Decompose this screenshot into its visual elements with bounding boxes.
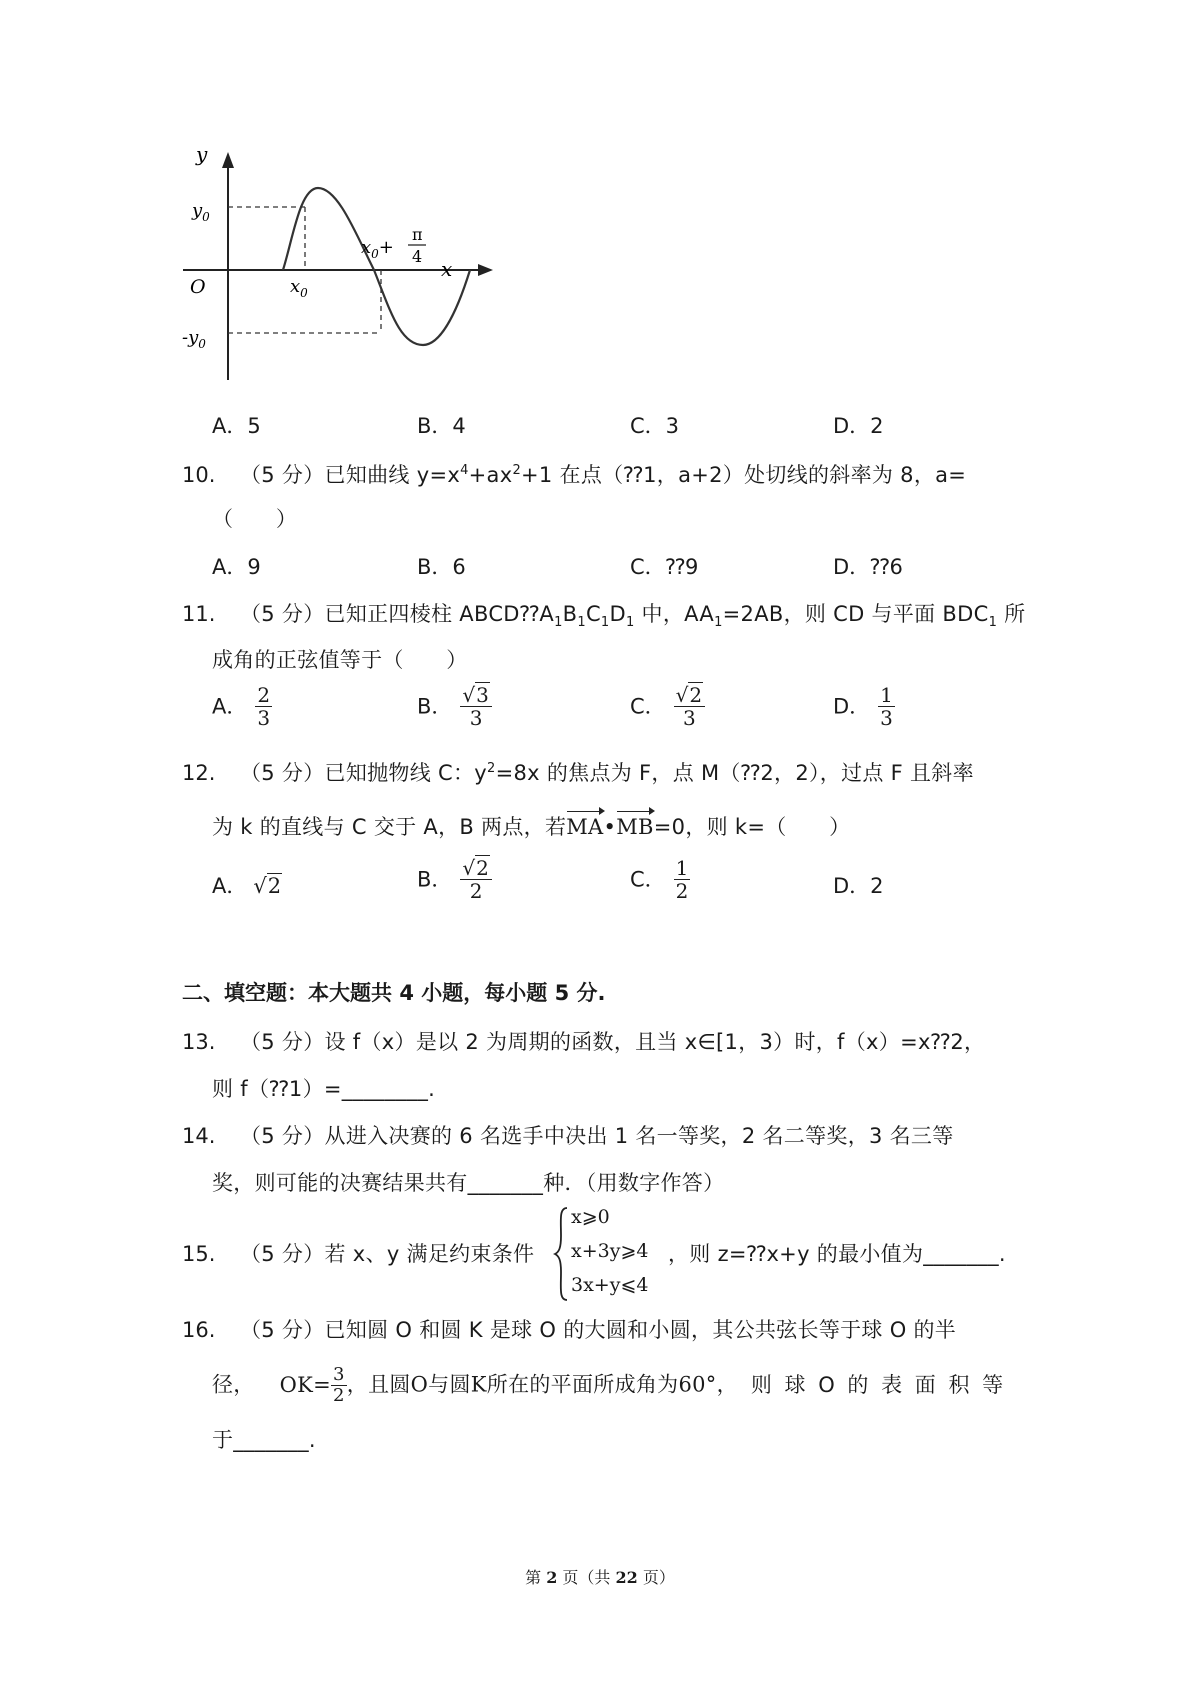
- q16-line2: 径， OK= $\frac{3}{2}$ ，且圆O与圆K所在的平面所成角为60°， 则 球 O 的 表 面 积 等: [212, 1364, 1007, 1406]
- q16-number: 16.: [182, 1318, 216, 1342]
- q16-line1: （5 分）已知圆 O 和圆 K 是球 O 的大圆和小圆，其公共弦长等于球 O 的半: [240, 1318, 957, 1342]
- q10-number: 10.: [182, 463, 216, 487]
- q10-line1: （5 分）已知曲线 $y=x^4+ax^2+1$ 在点（⁇1，a+2）处切线的斜率为 8，a=: [240, 463, 967, 487]
- q11-option-d: D． $\frac{1}{3}$: [833, 683, 893, 730]
- q12-option-a: A． √2: [212, 874, 282, 898]
- page-footer: 第 2 页（共 22 页）: [525, 1568, 675, 1587]
- q10-option-b: B．6: [417, 555, 466, 579]
- vector-ma: MA: [566, 815, 604, 839]
- y-axis-arrow-icon: [222, 152, 234, 168]
- q15-suffix: ，则 z=⁇x+y 的最小值为_______.: [668, 1242, 1006, 1266]
- q9-option-c: C．3: [630, 414, 680, 438]
- q10-option-d: D．⁇6: [833, 555, 903, 579]
- x-axis-label: x: [441, 257, 453, 281]
- y-axis-label: y: [196, 150, 208, 166]
- q9-option-a: A．5: [212, 414, 261, 438]
- pi-denominator: 4: [412, 247, 423, 266]
- x-axis-arrow-icon: [478, 264, 493, 276]
- q10-option-c: C．⁇9: [630, 555, 699, 579]
- q11-number: 11.: [182, 602, 216, 626]
- q10-line2: （ ）: [212, 507, 298, 531]
- q12-option-c: C． $\frac{1}{2}$: [630, 856, 689, 903]
- neg-y0-label: $-y_0$: [182, 327, 206, 351]
- q11-option-b: B． $\frac{√3}{3}$: [417, 684, 492, 729]
- q11-option-c: C． $\frac{√2}{3}$: [630, 684, 705, 729]
- sine-graph: [178, 150, 498, 390]
- q11-line2: 成角的正弦值等于（ ）: [212, 648, 468, 672]
- q12-line2: 为 k 的直线与 C 交于 A，B 两点，若MA•MB=0，则 k=（ ）: [212, 815, 851, 839]
- y0-label: $y_0$: [192, 200, 210, 224]
- q10-option-a: A．9: [212, 555, 261, 579]
- x0-label: $x_0$: [290, 276, 308, 300]
- origin-label: O: [190, 276, 206, 298]
- q16-line3: 于_______.: [212, 1428, 316, 1452]
- q11-option-a: A． $\frac{2}{3}$: [212, 683, 271, 730]
- q12-number: 12.: [182, 761, 216, 785]
- vector-mb: MB: [616, 815, 654, 839]
- q14-line2: 奖，则可能的决赛结果共有_______种．（用数字作答）: [212, 1171, 725, 1195]
- constraint-2: x+3y⩾4: [571, 1240, 649, 1262]
- q15-prefix: （5 分）若 x、y 满足约束条件: [240, 1242, 535, 1266]
- q12-option-d: D．2: [833, 874, 884, 898]
- q9-option-d: D．2: [833, 414, 884, 438]
- q12-line1: （5 分）已知抛物线 C：$y^2=8x$ 的焦点为 F，点 M（⁇2，2），过点 F 且斜率: [240, 761, 974, 785]
- constraint-1: x⩾0: [571, 1206, 610, 1228]
- q14-number: 14.: [182, 1124, 216, 1148]
- constraint-3: 3x+y⩽4: [571, 1274, 649, 1296]
- q13-line2: 则 f（⁇1）=________.: [212, 1077, 436, 1101]
- q12-option-b: B． $\frac{√2}{2}$: [417, 857, 492, 902]
- q9-option-b: B．4: [417, 414, 466, 438]
- x0-pi4-label: $x_0+$: [361, 237, 394, 261]
- q11-line1: （5 分）已知正四棱柱 $ABCD⁇A_1B_1C_1D_1$ 中，$AA_1=2AB$，则 CD 与平面 $BDC_1$ 所: [240, 602, 1026, 631]
- constraint-system: [553, 1206, 673, 1302]
- q13-line1: （5 分）设 f（x）是以 2 为周期的函数，且当 x∈[1，3）时，f（x）=x⁇2，: [240, 1030, 986, 1054]
- section2-heading: 二、填空题：本大题共 4 小题，每小题 5 分.: [182, 981, 606, 1005]
- q15-number: 15.: [182, 1242, 216, 1266]
- q14-line1: （5 分）从进入决赛的 6 名选手中决出 1 名一等奖，2 名二等奖，3 名三等: [240, 1124, 954, 1148]
- pi-numerator: π: [412, 225, 423, 244]
- q13-number: 13.: [182, 1030, 216, 1054]
- left-brace-icon: [553, 1206, 569, 1302]
